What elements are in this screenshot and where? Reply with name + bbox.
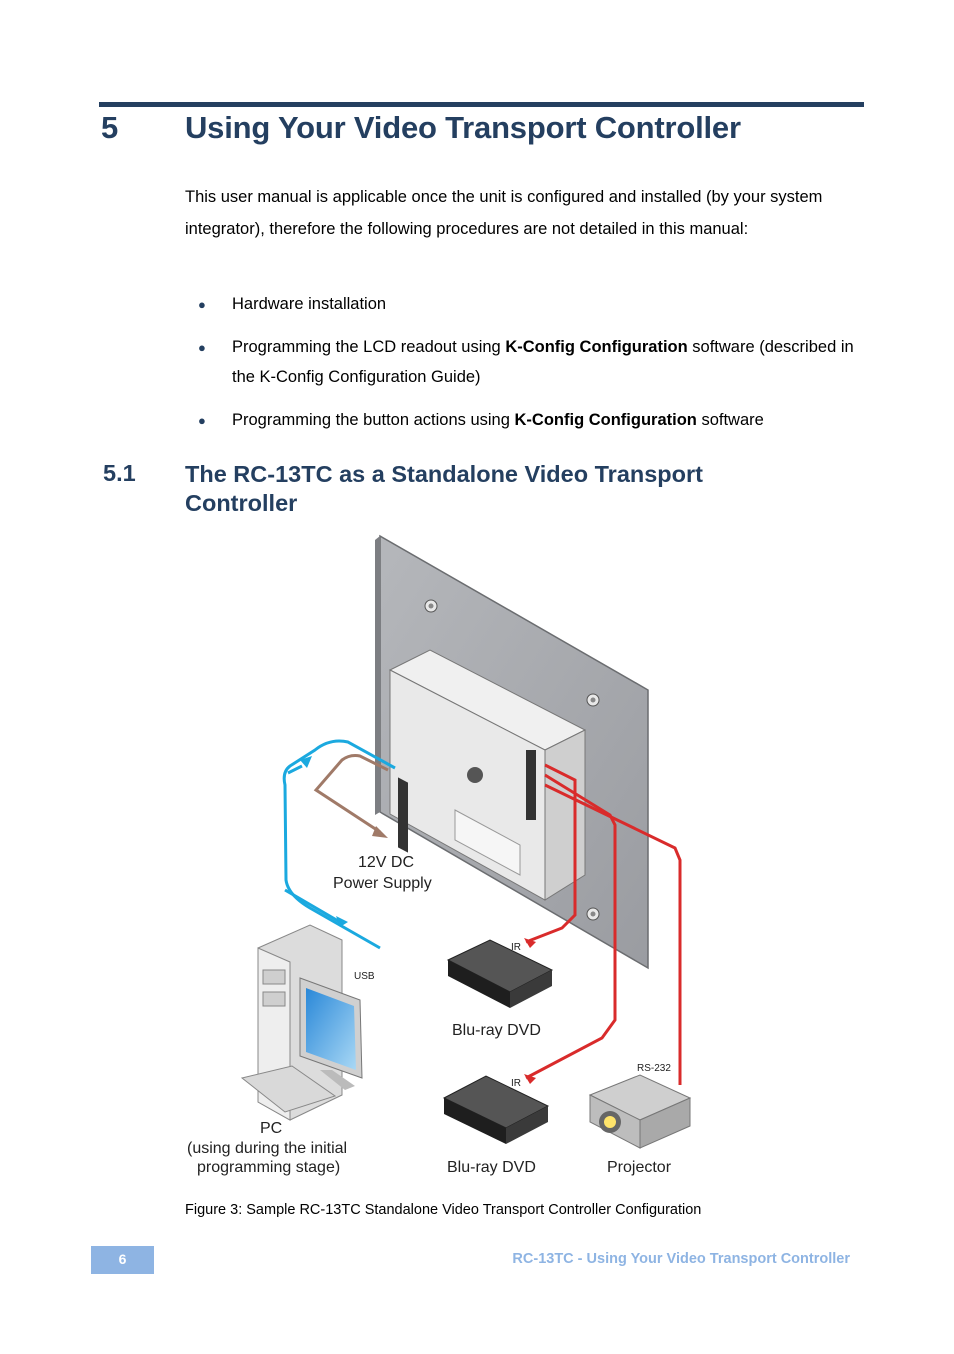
power-supply-label-1: 12V DC (358, 854, 415, 871)
chapter-title: Using Your Video Transport Controller (185, 110, 741, 145)
bullet-icon: ● (198, 412, 206, 428)
power-supply-label-2: Power Supply (333, 875, 432, 892)
bullet-icon: ● (198, 340, 206, 355)
intro-paragraph: This user manual is applicable once the unit is configured and installed (by your system integrator), therefore the following procedures are not detailed in this manual: (185, 188, 823, 238)
figure-caption: Figure 3: Sample RC-13TC Standalone Video Transport Controller Configuration (185, 1202, 702, 1218)
pc-note-1: (using during the initial (187, 1140, 348, 1157)
ir-label: IR (511, 942, 521, 953)
pc-note-2: programming stage) (197, 1159, 341, 1176)
page-number-box (91, 1246, 154, 1274)
usb-label: USB (354, 971, 375, 982)
page-number: 6 (118, 1251, 127, 1267)
projector-icon (590, 1075, 690, 1148)
list-item: ● Programming the LCD readout using K-Config Configuration software (described in the K-Config Configuration Guide) (198, 333, 858, 392)
blu-ray-player-icon (444, 1076, 548, 1144)
dvd-label: Blu-ray DVD (447, 1159, 536, 1176)
list-item: ● Hardware installation (198, 290, 858, 320)
configuration-diagram (187, 530, 700, 1185)
section-number: 5.1 (103, 460, 136, 486)
top-rule (99, 102, 864, 107)
screw-icon (425, 600, 437, 612)
rs232-label: RS-232 (637, 1063, 671, 1074)
section-title: The RC-13TC as a Standalone Video Transport Controller (185, 461, 703, 516)
bullet-icon: ● (198, 297, 206, 312)
chapter-number: 5 (101, 110, 119, 145)
procedure-list (198, 290, 858, 449)
power-connector-icon (467, 767, 483, 783)
list-item: ● Programming the button actions using K-Config Configuration software (198, 406, 858, 436)
screw-icon (587, 908, 599, 920)
dvd-label: Blu-ray DVD (452, 1022, 541, 1039)
projector-label: Projector (607, 1159, 672, 1176)
ir-label: IR (511, 1078, 521, 1089)
terminal-block (398, 777, 408, 852)
terminal-block (526, 750, 536, 820)
pc-label: PC (260, 1120, 283, 1137)
screw-icon (587, 694, 599, 706)
footer-title: RC-13TC - Using Your Video Transport Controller (512, 1251, 850, 1267)
